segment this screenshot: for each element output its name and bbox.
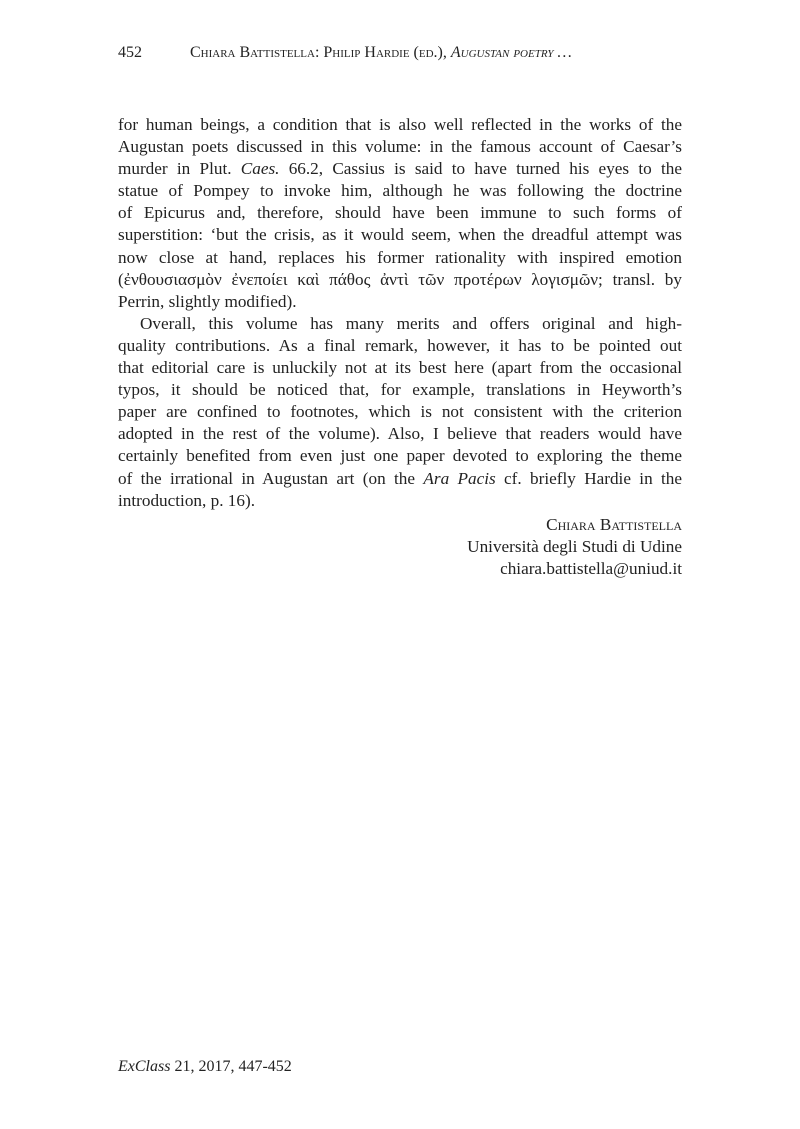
text-line: introduction, p. 16). [118,490,256,510]
author-affiliation: Università degli Studi di Udine [467,537,682,556]
journal-name: ExClass [118,1058,171,1075]
body-text [118,114,682,512]
text-line: paper are confined to footnotes, which is not consistent with the criterion [118,402,682,422]
text-line: adopted in the rest of the volume). Also, I believe that readers would have [118,424,682,444]
text-line: typos, it should be noticed that, for example, translations in Heyworth’s [118,380,682,400]
text-line: Augustan poets discussed in this volume: in the famous account of Caesar’s [118,137,682,157]
text-line: now close at hand, replaces his former rationality with inspired emotion [118,247,682,267]
text-line: murder in Plut. Caes. 66.2, Cassius is said to have turned his eyes to the [118,159,682,179]
text-line: superstition: ‘but the crisis, as it would seem, when the dreadful attempt was [118,225,682,245]
page-number: 452 [118,44,142,61]
running-title-book: Augustan poetry … [450,44,572,61]
page-footer [118,1058,292,1076]
text-line: Perrin, slightly modified). [118,291,297,311]
text-line: that editorial care is unluckily not at its best here (apart from the occasional [118,358,682,378]
text-line: certainly benefited from even just one paper devoted to exploring the theme [118,446,682,466]
text-line: statue of Pompey to invoke him, although he was following the doctrine [118,181,682,201]
text-line: for human beings, a condition that is also well reflected in the works of the [118,115,682,134]
running-title-authors: Chiara Battistella: Philip Hardie (ed.), [190,44,451,61]
running-title [190,44,572,62]
text-line: of the irrational in Augustan art (on the Ara Pacis cf. briefly Hardie in the [118,468,683,488]
author-name: Chiara Battistella [546,515,682,534]
text-line: of Epicurus and, therefore, should have been immune to such forms of [118,203,682,223]
signature-block [467,514,682,580]
journal-citation: 21, 2017, 447-452 [170,1058,292,1075]
author-email: chiara.battistella@uniud.it [500,559,682,578]
text-line: (ἐνθουσιασμὸν ἐνεποίει καὶ πάθος ἀντὶ τῶν προτέρων λογισμῶν; transl. by [118,269,682,289]
text-line: Overall, this volume has many merits and offers original and high- [140,313,682,333]
text-line: quality contributions. As a final remark, however, it has to be pointed out [118,335,682,355]
